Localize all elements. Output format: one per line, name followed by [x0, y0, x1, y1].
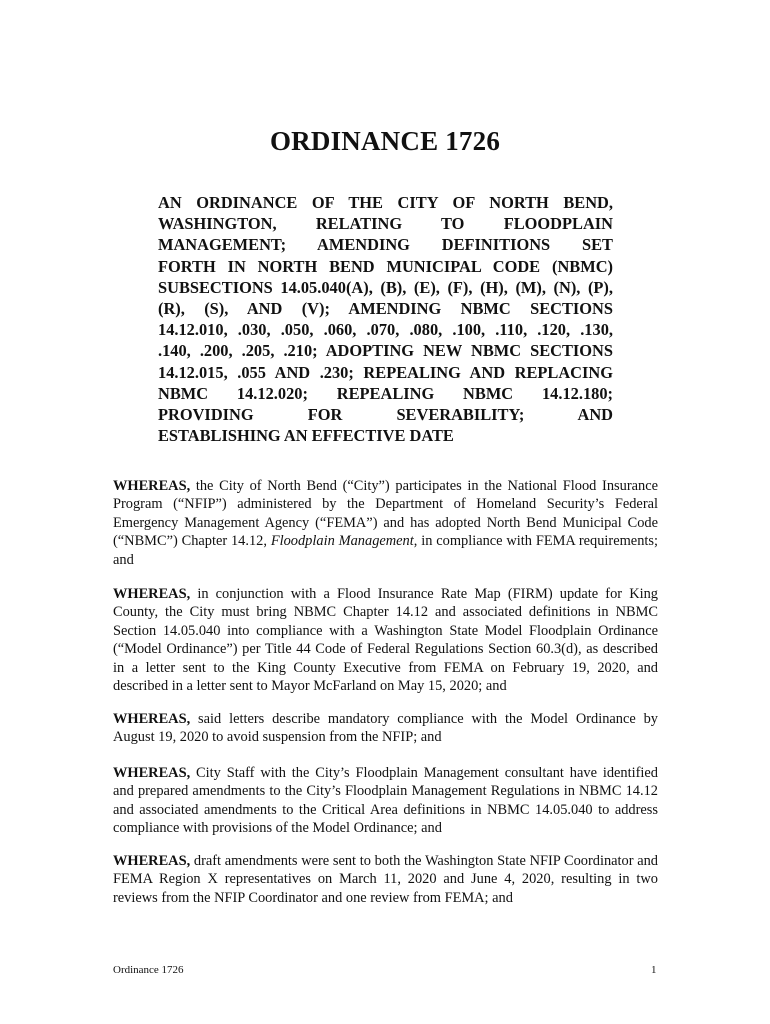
whereas-lead: WHEREAS,: [113, 711, 191, 727]
chapter-title-italic: Floodplain Management: [270, 533, 414, 550]
paragraph-text: , in compliance with FEMA requirements; and: [113, 533, 658, 568]
whereas-paragraph-1: [113, 477, 658, 569]
paragraph-text: draft amendments were sent to both the Washington State NFIP Coordinator and FEMA Region X representatives on March 11, 2020 and June 4, 2020, resulting in two reviews from the NFIP Coordinator and one review from FEMA; and: [113, 853, 658, 906]
caption-line: 14.12.015, .055 AND .230; REPEALING AND REPLACING: [158, 362, 613, 382]
paragraph-text: the City of North Bend (“City”) participates in the National Flood Insurance Program (“NFIP”) administered by the Department of Homeland Security’s Federal Emergency Management Agency (“FEMA”) and has adopted North Bend Municipal Code (“NBMC”) Chapter 14.12,: [113, 478, 658, 550]
whereas-lead: WHEREAS,: [113, 765, 191, 781]
whereas-paragraph-4: [113, 764, 658, 838]
whereas-lead: WHEREAS,: [113, 586, 191, 602]
footer-document-name: Ordinance 1726: [113, 964, 184, 976]
ordinance-title: ORDINANCE 1726: [269, 126, 501, 156]
whereas-paragraph-3: [113, 710, 658, 747]
paragraph-text: said letters describe mandatory compliance with the Model Ordinance by August 19, 2020 to avoid suspension from the NFIP; and: [113, 711, 658, 746]
caption-line: (R), (S), AND (V); AMENDING NBMC SECTIONS: [158, 299, 613, 319]
whereas-lead: WHEREAS,: [113, 853, 191, 869]
caption-line: PROVIDING FOR SEVERABILITY; AND: [158, 405, 613, 425]
whereas-lead: WHEREAS,: [113, 478, 191, 494]
caption-line: NBMC 14.12.020; REPEALING NBMC 14.12.180;: [158, 383, 613, 403]
caption-line: SUBSECTIONS 14.05.040(A), (B), (E), (F), (H), (M), (N), (P),: [158, 277, 613, 297]
footer-page-number: 1: [651, 964, 657, 976]
paragraph-text: in conjunction with a Flood Insurance Rate Map (FIRM) update for King County, the City must bring NBMC Chapter 14.12 and associated definitions in NBMC Section 14.05.040 into compliance with a Washington State Model Floodplain Ordinance (“Model Ordinance”) per Title 44 Code of Federal Regulations Section 60.3(d), as described in a letter sent to the King County Executive from FEMA on February 19, 2020, and described in a letter sent to Mayor McFarland on May 15, 2020; and: [113, 586, 658, 695]
paragraph-text: City Staff with the City’s Floodplain Management consultant have identified and prepared amendments to the City’s Floodplain Management Regulations in NBMC 14.12 and associated amendments to the Critical Area definitions in NBMC 14.05.040 to address compliance with provisions of the Model Ordinance; and: [113, 765, 658, 837]
caption-line: AN ORDINANCE OF THE CITY OF NORTH BEND,: [158, 193, 613, 212]
caption-line: 14.12.010, .030, .050, .060, .070, .080, .100, .110, .120, .130,: [158, 320, 613, 340]
caption-line: .140, .200, .205, .210; ADOPTING NEW NBMC SECTIONS: [158, 341, 613, 361]
whereas-paragraph-5: [113, 852, 658, 907]
ordinance-caption: [158, 192, 613, 446]
whereas-paragraph-2: [113, 585, 658, 695]
caption-line: FORTH IN NORTH BEND MUNICIPAL CODE (NBMC): [158, 256, 613, 276]
caption-line: MANAGEMENT; AMENDING DEFINITIONS SET: [158, 235, 613, 255]
caption-line: WASHINGTON, RELATING TO FLOODPLAIN: [158, 214, 613, 234]
caption-line: ESTABLISHING AN EFFECTIVE DATE: [158, 426, 454, 446]
